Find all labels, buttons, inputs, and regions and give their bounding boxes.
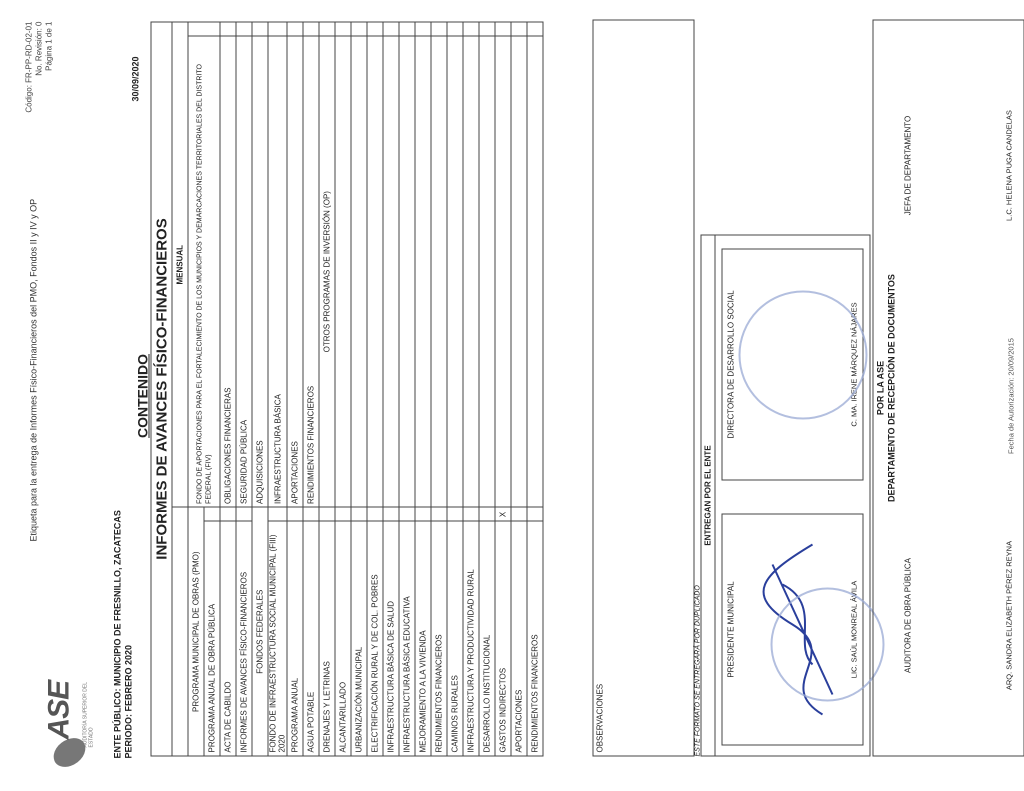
auditora-signature-box xyxy=(903,495,1013,735)
table-row-label: PROGRAMA ANUAL xyxy=(287,521,303,756)
table-row-label: ADQUISICIONES xyxy=(252,36,268,507)
ente-block xyxy=(112,510,134,758)
informes-table xyxy=(150,21,543,756)
table-row-label: INFRAESTRUCTURA Y PRODUCTIVIDAD RURAL xyxy=(463,521,479,756)
jefa-signature-box xyxy=(903,45,1013,285)
otros-programas-header: OTROS PROGRAMAS DE INVERSIÓN (OP) xyxy=(319,36,335,507)
pmo-header: PROGRAMA MUNICIPAL DE OBRAS (PMO) xyxy=(188,507,204,756)
directora-name: C. MA. IRENE MÁRQUEZ NÁJARES xyxy=(849,301,858,427)
table-row-label: OBLIGACIONES FINANCIERAS xyxy=(220,36,236,507)
duplicado-note: ESTE FORMATO SE ENTREGARÁ POR DUPLICADO xyxy=(694,584,701,756)
presidente-name: LIC. SAÚL MONREAL ÁVILA xyxy=(849,580,858,678)
mensual-header: MENSUAL xyxy=(172,22,188,507)
table-row-label: PROGRAMA ANUAL DE OBRA PÚBLICA xyxy=(204,521,220,756)
fecha-autorizacion: Fecha de Autorización: 20/09/2015 xyxy=(1006,337,1015,454)
ase-logo-text: ASE xyxy=(42,680,75,739)
table-row-label: APORTACIONES xyxy=(287,36,303,507)
table-row-label: ACTA DE CABILDO xyxy=(220,521,236,756)
form-code: Código: FR-PP-RD-02-01 xyxy=(24,21,33,113)
ente-line: ENTE PÚBLICO: MUNICIPIO DE FRESNILLO, ZACATECAS xyxy=(112,509,122,758)
table-row-label: INFRAESTRUCTURA BÁSICA EDUCATIVA xyxy=(399,521,415,756)
table-row-label: APORTACIONES xyxy=(511,521,527,756)
ase-logo xyxy=(38,681,102,769)
ase-title xyxy=(875,20,897,755)
form-revision: No. Revisión: 0 xyxy=(34,21,43,76)
table-row-label: URBANIZACIÓN MUNICIPAL xyxy=(351,521,367,756)
auditora-name: ARQ. SANDRA ELIZABETH PÉREZ REYNA xyxy=(1004,540,1013,690)
observaciones-box xyxy=(592,19,694,756)
table-row-label: MEJORAMIENTO A LA VIVIENDA xyxy=(415,521,431,756)
table-row-label: DRENAJES Y LETRINAS xyxy=(319,521,335,756)
observaciones-label: OBSERVACIONES xyxy=(595,683,604,752)
ase-section xyxy=(872,19,1024,756)
table-row-label: AGUA POTABLE xyxy=(303,521,319,756)
table-row-label: INFORMES DE AVANCES FÍSICO-FINANCIEROS xyxy=(236,521,252,756)
periodo-line: PERIODO: FEBRERO 2020 xyxy=(123,644,133,758)
table-row-label: INFRAESTRUCTURA BÁSICA DE SALUD xyxy=(383,521,399,756)
table-row-label: INFRAESTRUCTURA BÁSICA xyxy=(268,36,287,507)
table-banner: INFORMES DE AVANCES FÍSICO-FINANCIEROS xyxy=(151,22,172,756)
table-row-label: RENDIMIENTOS FINANCIEROS xyxy=(527,521,543,756)
fondos-federales-header: FONDOS FEDERALES xyxy=(252,507,268,756)
gastos-indirectos-check: X xyxy=(495,507,511,521)
contenido-title: CONTENIDO xyxy=(134,353,150,438)
table-row-label: RENDIMIENTOS FINANCIEROS xyxy=(431,521,447,756)
table-row-label: ELECTRIFICACIÓN RURAL Y DE COL. POBRES xyxy=(367,521,383,756)
official-seal-icon xyxy=(770,587,884,701)
table-row-label: ALCANTARILLADO xyxy=(335,521,351,756)
jefa-name: L.C. HELENA PUGA CANDELAS xyxy=(1004,109,1013,221)
ase-title-line1: POR LA ASE xyxy=(875,360,885,415)
table-row-label: FONDO DE INFRAESTRUCTURA SOCIAL MUNICIPAL (FIII) 2020 xyxy=(268,521,287,756)
form-title: Etiqueta para la entrega de Informes Físico-Financieros del PMO, Fondos II y IV y OP xyxy=(28,198,38,541)
auditora-role: AUDITORA DE OBRA PÚBLICA xyxy=(903,557,912,673)
received-stamp-icon xyxy=(738,290,867,419)
table-row-label: SEGURIDAD PÚBLICA xyxy=(236,36,252,507)
table-row-label: DESARROLLO INSTITUCIONAL xyxy=(479,521,495,756)
ase-title-line2: DEPARTAMENTO DE RECEPCIÓN DE DOCUMENTOS xyxy=(886,273,896,502)
entregan-title: ENTREGAN POR EL ENTE xyxy=(703,235,715,755)
table-row-label: CAMINOS RURALES xyxy=(447,521,463,756)
presidente-role: PRESIDENTE MUNICIPAL xyxy=(726,580,735,678)
table-row-label: GASTOS INDIRECTOS xyxy=(495,521,511,756)
form-code-block xyxy=(24,21,54,121)
directora-role: DIRECTORA DE DESARROLLO SOCIAL xyxy=(726,289,735,439)
fiv-header: FONDO DE APORTACIONES PARA EL FORTALECIMIENTO DE LOS MUNICIPIOS Y DEMARCACIONES TERRITORIALES DEL DISTRITO FEDERAL (FIV) xyxy=(188,36,220,507)
table-row-label: RENDIMIENTOS FINANCIEROS xyxy=(303,36,319,507)
form-page: Página 1 de 1 xyxy=(44,21,53,71)
document-date: 30/09/2020 xyxy=(130,55,140,101)
ase-logo-subtitle: AUDITORÍA SUPERIOR DEL ESTADO xyxy=(82,681,94,747)
jefa-role: JEFA DE DEPARTAMENTO xyxy=(903,115,912,215)
